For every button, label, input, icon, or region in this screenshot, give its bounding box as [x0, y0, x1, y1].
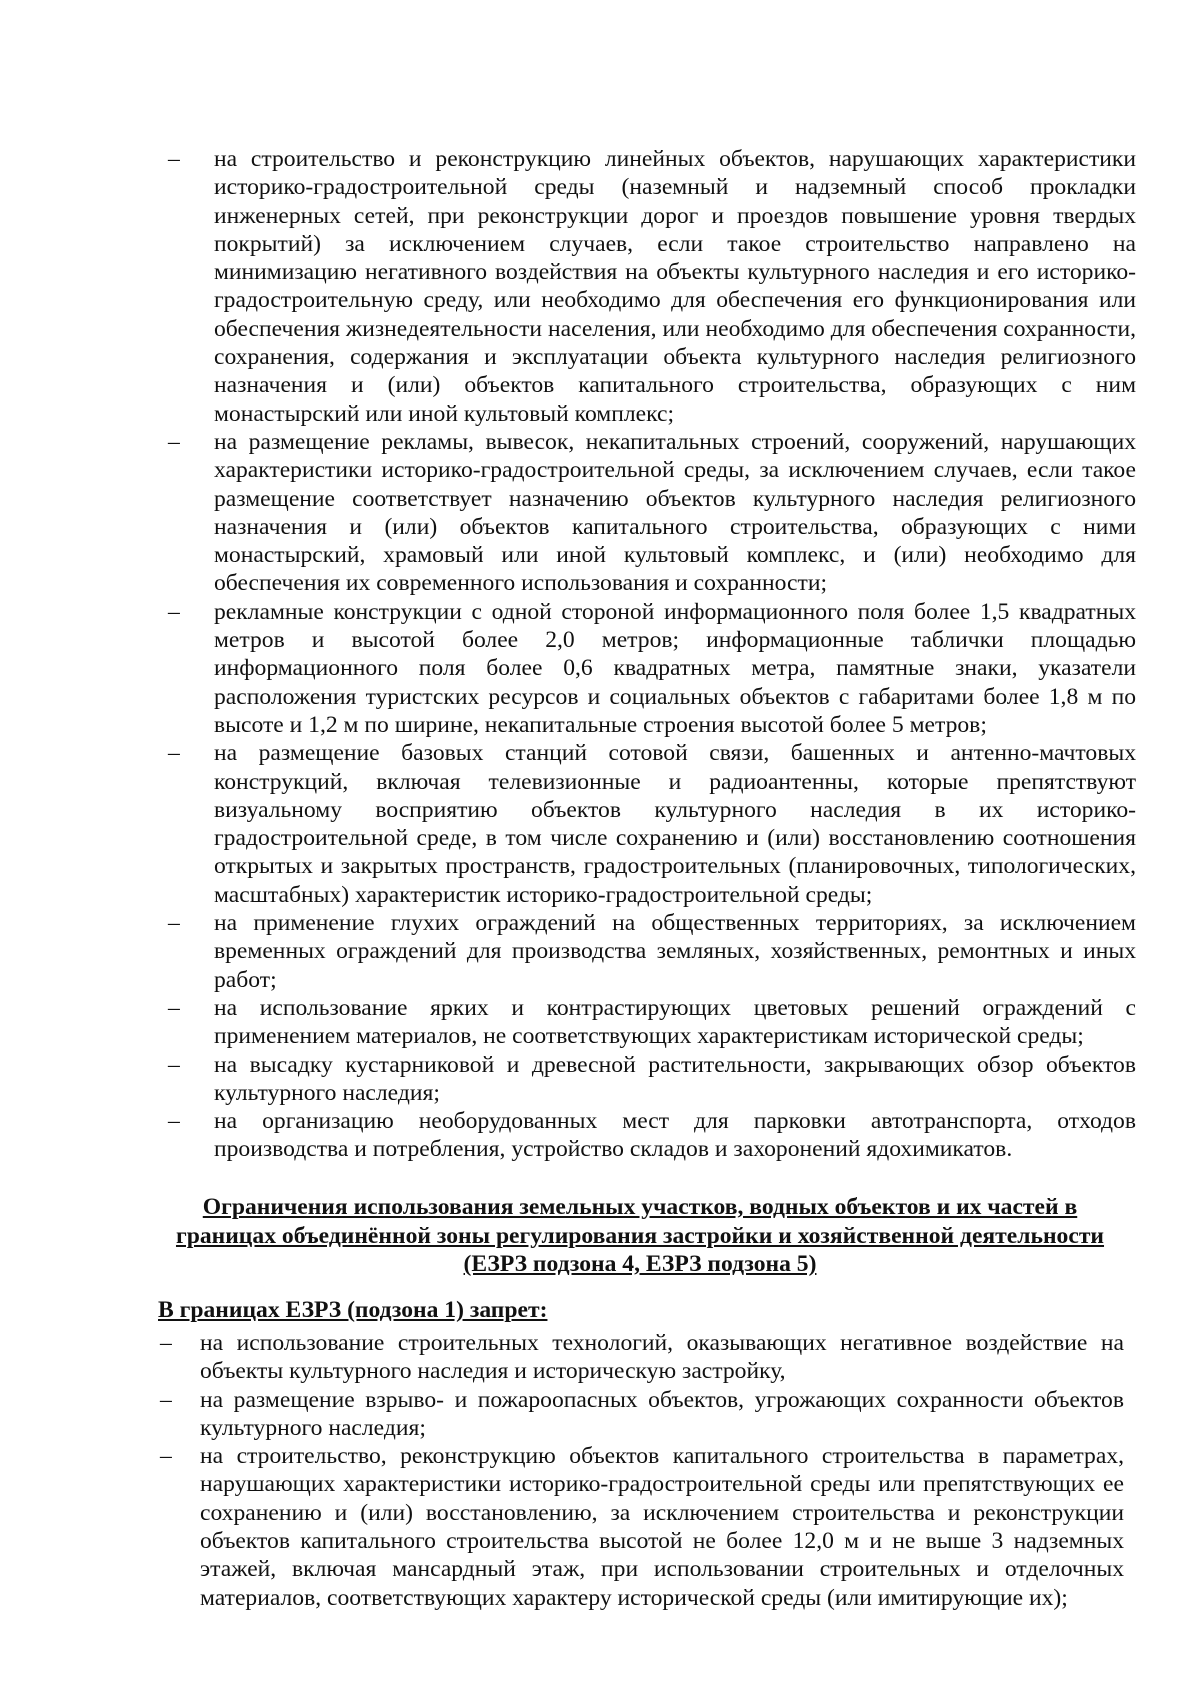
- bullet-dash: –: [168, 1108, 180, 1135]
- bullet-dash: –: [168, 910, 180, 937]
- list-item: [160, 1329, 1124, 1386]
- list-item-text: на использование строительных технологий, оказывающих негативное воздействие на объекты культурного наследия и историческую застройку,: [200, 1330, 1124, 1385]
- restrictions-list-top: [168, 145, 1136, 1164]
- bullet-dash: –: [168, 740, 180, 767]
- list-item: [168, 428, 1136, 598]
- list-item: [168, 994, 1136, 1051]
- bullet-dash: –: [168, 1051, 180, 1078]
- section-heading: [150, 1193, 1130, 1279]
- list-item: [160, 1442, 1124, 1612]
- bullet-dash: –: [168, 994, 180, 1021]
- list-item-text: на строительство и реконструкцию линейных объектов, нарушающих характеристики историко-градостроительной среды (наземный и надземный способ прокладки инженерных сетей, при реконструкции дорог и проездов повышение уровня твердых покрытий) за исключением случаев, если такое строительство направлено на минимизацию негативного воздействия на объекты культурного наследия и его историко-градостроительную среду, или необходимо для обеспечения его функционирования или обеспечения жизнедеятельности населения, или необходимо для обеспечения сохранности, сохранения, содержания и эксплуатации объекта культурного наследия религиозного назначения и (или) объектов капитального строительства, образующих с ним монастырский или иной культовый комплекс;: [214, 146, 1136, 427]
- bullet-dash: –: [168, 598, 180, 625]
- section-heading-line: границах объединённой зоны регулирования застройки и хозяйственной деятельности: [175, 1222, 1105, 1249]
- bullet-dash: –: [160, 1386, 172, 1413]
- list-item-text: на организацию необорудованных мест для парковки автотранспорта, отходов производства и потребления, устройство складов и захоронений ядохимикатов.: [214, 1108, 1136, 1163]
- subzone-heading: В границах ЕЗРЗ (подзона 1) запрет:: [158, 1297, 548, 1323]
- section-heading-line: Ограничения использования земельных участков, водных объектов и их частей в: [202, 1194, 1078, 1220]
- list-item: [160, 1386, 1124, 1443]
- list-item: [168, 145, 1136, 428]
- bullet-dash: –: [160, 1443, 172, 1470]
- list-item: [168, 598, 1136, 739]
- list-item-text: на размещение рекламы, вывесок, некапитальных строений, сооружений, нарушающих характеристики историко-градостроительной среды, за исключением случаев, если такое размещение соответствует назначению объектов культурного наследия религиозного назначения и (или) объектов капитального строительства, образующих с ними монастырский, храмовый или иной культовый комплекс, и (или) необходимо для обеспечения их современного использования и сохранности;: [214, 428, 1136, 597]
- list-item-text: рекламные конструкции с одной стороной информационного поля более 1,5 квадратных метров и высотой более 2,0 метров; информационные таблички площадью информационного поля более 0,6 квадратных метра, памятные знаки, указатели расположения туристских ресурсов и социальных объектов с габаритами более 1,8 м по высоте и 1,2 м по ширине, некапитальные строения высотой более 5 метров;: [214, 598, 1136, 738]
- list-item-text: на размещение базовых станций сотовой связи, башенных и антенно-мачтовых конструкций, включая телевизионные и радиоантенны, которые препятствуют визуальному восприятию объектов культурного наследия в их историко-градостроительной среде, в том числе сохранению и (или) восстановлению соотношения открытых и закрытых пространств, градостроительных (планировочных, типологических, масштабных) характеристик историко-градостроительной среды;: [214, 740, 1136, 908]
- section-heading-line: (ЕЗРЗ подзона 4, ЕЗРЗ подзона 5): [463, 1251, 817, 1277]
- bullet-dash: –: [168, 428, 180, 455]
- list-item: [168, 909, 1136, 994]
- bullet-dash: –: [160, 1330, 172, 1356]
- list-item-text: на размещение взрыво- и пожароопасных объектов, угрожающих сохранности объектов культурного наследия;: [200, 1386, 1124, 1441]
- list-item: [168, 739, 1136, 909]
- list-item-text: на использование ярких и контрастирующих цветовых решений ограждений с применением материалов, не соответствующих характеристикам исторической среды;: [214, 994, 1136, 1050]
- list-item-text: на высадку кустарниковой и древесной растительности, закрывающих обзор объектов культурного наследия;: [214, 1051, 1136, 1106]
- list-item: [168, 1107, 1136, 1164]
- restrictions-list-subzone-1: [160, 1329, 1124, 1612]
- list-item-text: на строительство, реконструкцию объектов капитального строительства в параметрах, нарушающих характеристики историко-градостроительной среды или препятствующих ее сохранению и (или) восстановлению, за исключением строительства и реконструкции объектов капитального строительства высотой не более 12,0 м и не выше 3 надземных этажей, включая мансардный этаж, при использовании строительных и отделочных материалов, соответствующих характеру исторической среды (или имитирующие их);: [200, 1443, 1124, 1611]
- list-item: [168, 1051, 1136, 1108]
- bullet-dash: –: [168, 146, 180, 172]
- list-item-text: на применение глухих ограждений на общественных территориях, за исключением временных ограждений для производства земляных, хозяйственных, ремонтных и иных работ;: [214, 910, 1136, 993]
